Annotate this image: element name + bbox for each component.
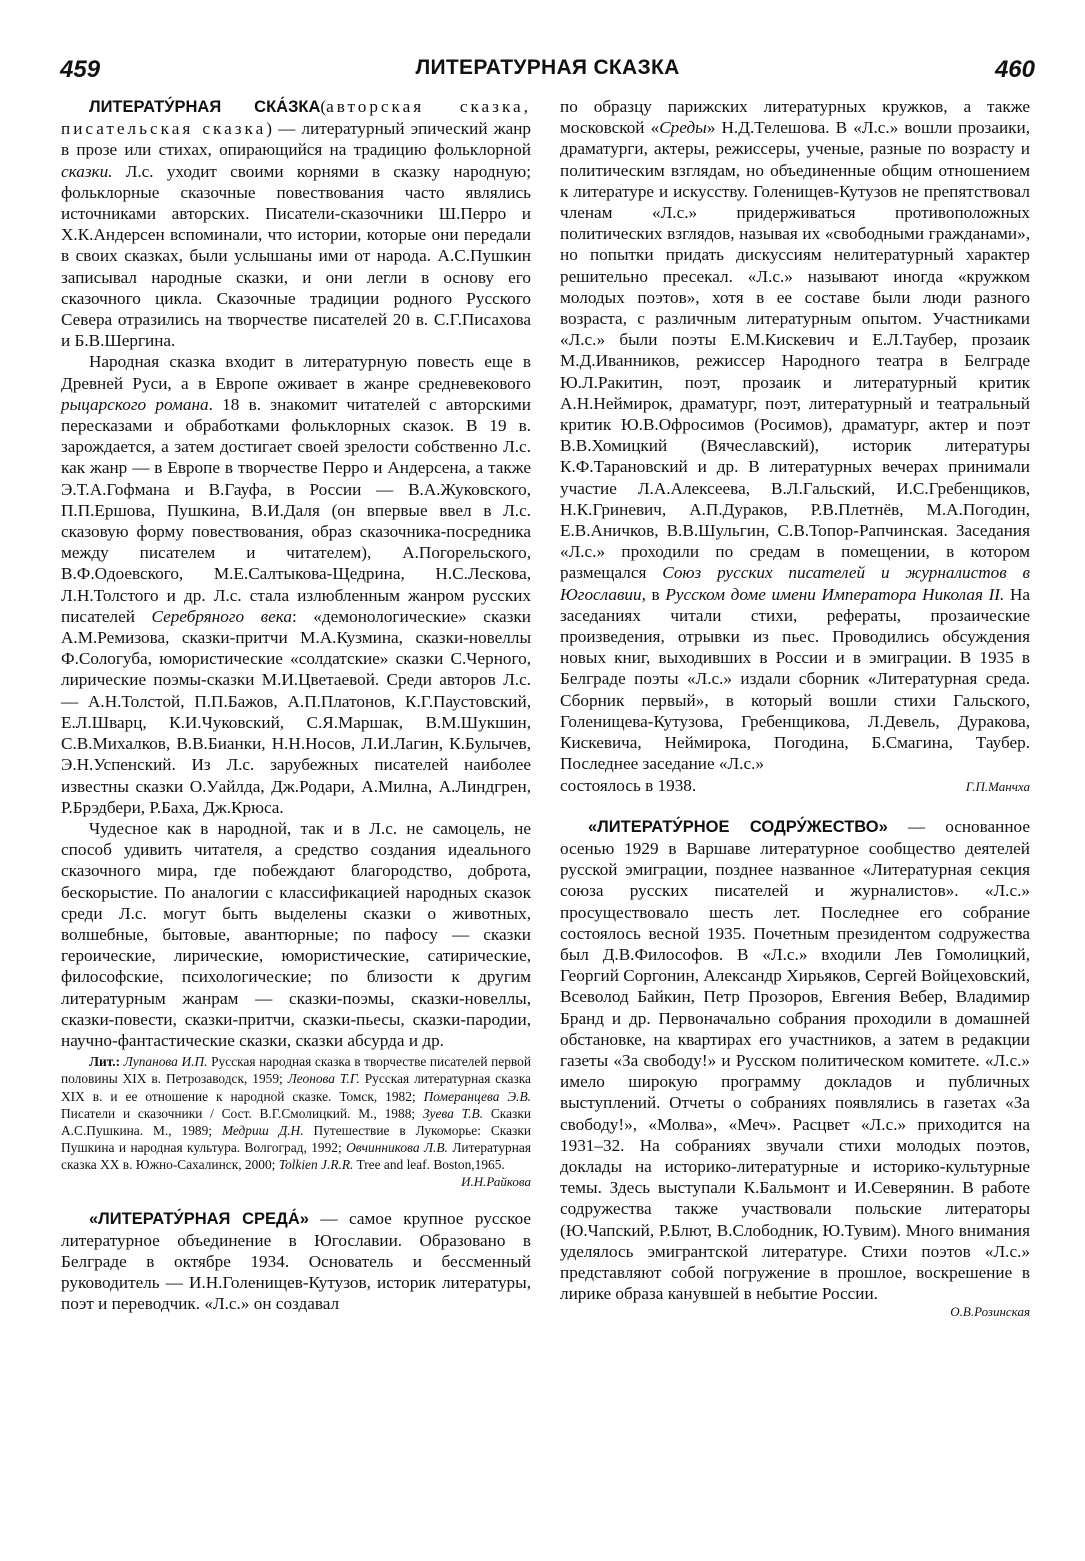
bibliography: Лит.: Лупанова И.П. Русская народная сказка в творчестве писателей первой половины XIX в. Петрозаводск, 1959; Леонова Т.Г. Русская литературная сказка XIX в. и ее отношение к народной сказке. Томск, 1982; Померанцева Э.В. Писатели и сказочники / Сост. В.Г.Смолицкий. М., 1988; Зуева Т.В. Сказки А.С.Пушкина. М., 1989; Медриш Д.Н. Путешествие в Лукоморье: Сказки Пушкина и народная культура. Волгоград, 1992; Овчинникова Л.В. Литературная сказка XX в. Южно-Сахалинск, 2000; Tolkien J.R.R. Tree and leaf. Boston,1965.: [61, 1054, 531, 1173]
running-title: ЛИТЕРАТУРНАЯ СКАЗКА: [415, 56, 680, 79]
entry-literary-fairy-tale-p1: ЛИТЕРАТУ́РНАЯ СКА́ЗКА(авторская сказка, писательская сказка) — литературный эпический жанр в прозе или стихах, опирающийся на традицию фольклорной сказки. Л.с. уходит своими корнями в сказку народную; фольклорные сказочные повествования часто являлись источниками авторских. Писатели-сказочники Ш.Перро и Х.К.Андерсен вспоминали, что истории, которые они передали в своих сказках, были услышаны ими от народа. А.С.Пушкин записывал народные сказки, и они легли в основу его сказочного цикла. Сказочные традиции родного Русского Севера отразились на творчестве писателей 20 в. С.Г.Писахова и Б.В.Шергина.: [61, 97, 531, 351]
entry-literary-commonwealth: «ЛИТЕРАТУ́РНОЕ СОДРУ́ЖЕСТВО» — основанное осенью 1929 в Варшаве литературное сообщество деятелей русской эмиграции, позднее названное «Литературная секция союза русских писателей и журналистов». «Л.с.» просуществовало шесть лет. Последнее его собрание состоялось весной 1935. Почетным президентом содружества был Д.В.Философов. В «Л.с.» входили Лев Гомолицкий, Георгий Соргонин, Александр Хирьяков, Сергей Войцеховский, Всеволод Байкин, Петр Прозоров, Евгения Вебер, Владимир Бранд и др. Первоначально собрания проходили в домашней обстановке, на квартирах его участников, а затем в редакции газеты «За свободу!» и Русском политическом комитете. «Л.с.» имело широкую программу докладов и публичных выступлений. Отчеты о собраниях появлялись в газетах «За свободу!», «Молва», «Меч». Расцвет «Л.с.» приходится на 1931–32. На собраниях звучали стихи молодых поэтов, доклады на историко-литературные и историко-культурные темы. Здесь выступали К.Бальмонт и И.Северянин. В работе содружества также участвовали польские литераторы (Ю.Чапский, Р.Блют, В.Слободник, Ю.Тувим). Много внимания уделялось эмигрантской литературе. Стихи поэтов «Л.с.» представляют собой погружение в прошлое, воскрешение в лирике образа канувшей в небытие России.: [560, 816, 1030, 1304]
entry-literary-fairy-tale-p2: Народная сказка входит в литературную повесть еще в Древней Руси, а в Европе оживает в жанре средневекового рыцарского романа. 18 в. знакомит читателей с авторскими пересказами и обработками фольклорных сказок. В 19 в. зарождается, а затем достигает своей зрелости собственно Л.с. как жанр — в Европе в творчестве Перро и Андерсена, а также Э.Т.А.Гофмана и В.Гауфа, в России — В.А.Жуковского, П.П.Ершова, Пушкина, В.И.Даля (он впервые ввел в Л.с. сказовую форму повествования, образ сказочника-посредника между писателем и читателем), А.Погорельского, В.Ф.Одоевского, М.Е.Салтыкова-Щедрина, Н.С.Лескова, Л.Н.Толстого и др. Л.с. стала излюбленным жанром русских писателей Серебряного века: «демонологические» сказки А.М.Ремизова, сказки-притчи М.А.Кузмина, сказки-новеллы Ф.Сологуба, юмористические «солдатские» сказки С.Черного, лирические поэмы-сказки М.И.Цветаевой. Среди авторов Л.с. — А.Н.Толстой, П.П.Бажов, А.П.Платонов, К.Г.Паустовский, Е.Л.Шварц, К.И.Чуковский, С.Я.Маршак, В.М.Шукшин, С.В.Михалков, В.В.Бианки, Н.Н.Носов, Л.И.Лагин, К.Булычев, Э.Н.Успенский. Из Л.с. зарубежных писателей наиболее известны сказки О.Уайлда, Дж.Родари, А.Милна, А.Линдгрен, Р.Брэдбери, Р.Баха, Дж.Крюса.: [61, 352, 531, 817]
page-number-right: 460: [994, 56, 1035, 83]
entry-literary-wednesday-p1: «ЛИТЕРАТУ́РНАЯ СРЕДА́» — самое крупное русское литературное объединение в Югославии. Образовано в Белграде в октябре 1934. Основатель и бессменный руководитель — И.Н.Голенищев-Кутузов, историк литературы, поэт и переводчик. «Л.с.» он создавал: [61, 1208, 532, 1314]
left-column: [61, 96, 531, 1315]
headword-literary-fairy-tale: ЛИТЕРАТУ́РНАЯ СКА́ЗКА: [89, 98, 321, 116]
page-number-left: 459: [60, 56, 101, 83]
headword-literary-commonwealth: «ЛИТЕРАТУ́РНОЕ СОДРУ́ЖЕСТВО»: [588, 817, 888, 836]
entry-literary-fairy-tale-p3: Чудесное как в народной, так и в Л.с. не самоцель, не способ удивить читателя, а средство создания идеального сказочного мира, где побеждают благородство, доброта, бескорыстие. По аналогии с классификацией народных сказок среди Л.с. могут быть выделены сказки о животных, волшебные, бытовые, авантюрные; по пафосу — сказки героические, лирические, юмористические, сатирические, философские, психологические; по близости к другим литературным жанрам — сказки-поэмы, сказки-новеллы, сказки-повести, сказки-притчи, сказки-пьесы, сказки-пародии, научно-фантастические сказки, сказки абсурда и др.: [61, 818, 531, 1050]
last-line: состоялось в 1938.: [560, 775, 697, 795]
right-column: [560, 96, 1030, 1320]
alt-names: авторская сказка, писательская сказка: [61, 97, 531, 139]
author-signature-2: Г.П.Манчха: [965, 778, 1030, 794]
page-header: [60, 56, 1035, 90]
headword-literary-wednesday: «ЛИТЕРАТУ́РНАЯ СРЕДА́»: [89, 1209, 309, 1228]
author-signature-3: О.В.Розинская: [950, 1304, 1030, 1320]
entry-literary-wednesday-cont: по образцу парижских литературных кружков, а также московской «Среды» Н.Д.Телешова. В «Л.с.» вошли прозаики, драматурги, актеры, режиссеры, ученые, разные по возрасту и политическим взглядам, но объединенные общим отношением к литературе и искусству. Голенищев-Кутузов не препятствовал членам «Л.с.» придерживаться противоположных политических взглядов, называя их «свободными гражданами», но попытки придать дискуссиям нелитературный характер решительно пресекал. «Л.с.» называют иногда «кружком молодых поэтов», хотя в ее составе были люди разного возраста, с различным литературным опытом. Участниками «Л.с.» были поэты Е.М.Кискевич и Е.Л.Таубер, прозаик М.Д.Иванников, режиссер Народного театра в Белграде Ю.Л.Ракитин, поэт, прозаик и литературный критик А.Н.Неймирок, драматург, поэт, литературный и театральный критик Ю.В.Офросимов (Росимов), драматург, актер и поэт В.В.Хомицкий (Вячеславский), историк литературы К.Ф.Тарановский и др. В литературных вечерах принимали участие Л.А.Алексеева, В.Л.Гальский, И.С.Гребенщиков, Н.К.Гриневич, А.П.Дураков, Р.В.Плетнёв, М.А.Погодин, Е.В.Аничков, В.В.Шульгин, С.В.Топор-Рапчинская. Заседания «Л.с.» проходили по средам в помещении, в котором размещался Союз русских писателей и журналистов в Югославии, в Русском доме имени Императора Николая II. На заседаниях читали стихи, рефераты, прозаические произведения, отрывки из пьес. Проводились обсуждения новых книг, выходивших в России и в эмиграции. В 1935 в Белграде поэты «Л.с.» издали сборник «Литературная среда. Сборник первый», в который вошли стихи Гальского, Голенищева-Кутузова, Гребенщикова, Л.Девель, Дуракова, Кискевича, Неймирока, Погодина, Б.Смагина, Таубер. Последнее заседание «Л.с.»: [560, 97, 1031, 774]
author-signature-1: И.Н.Райкова: [461, 1173, 531, 1189]
